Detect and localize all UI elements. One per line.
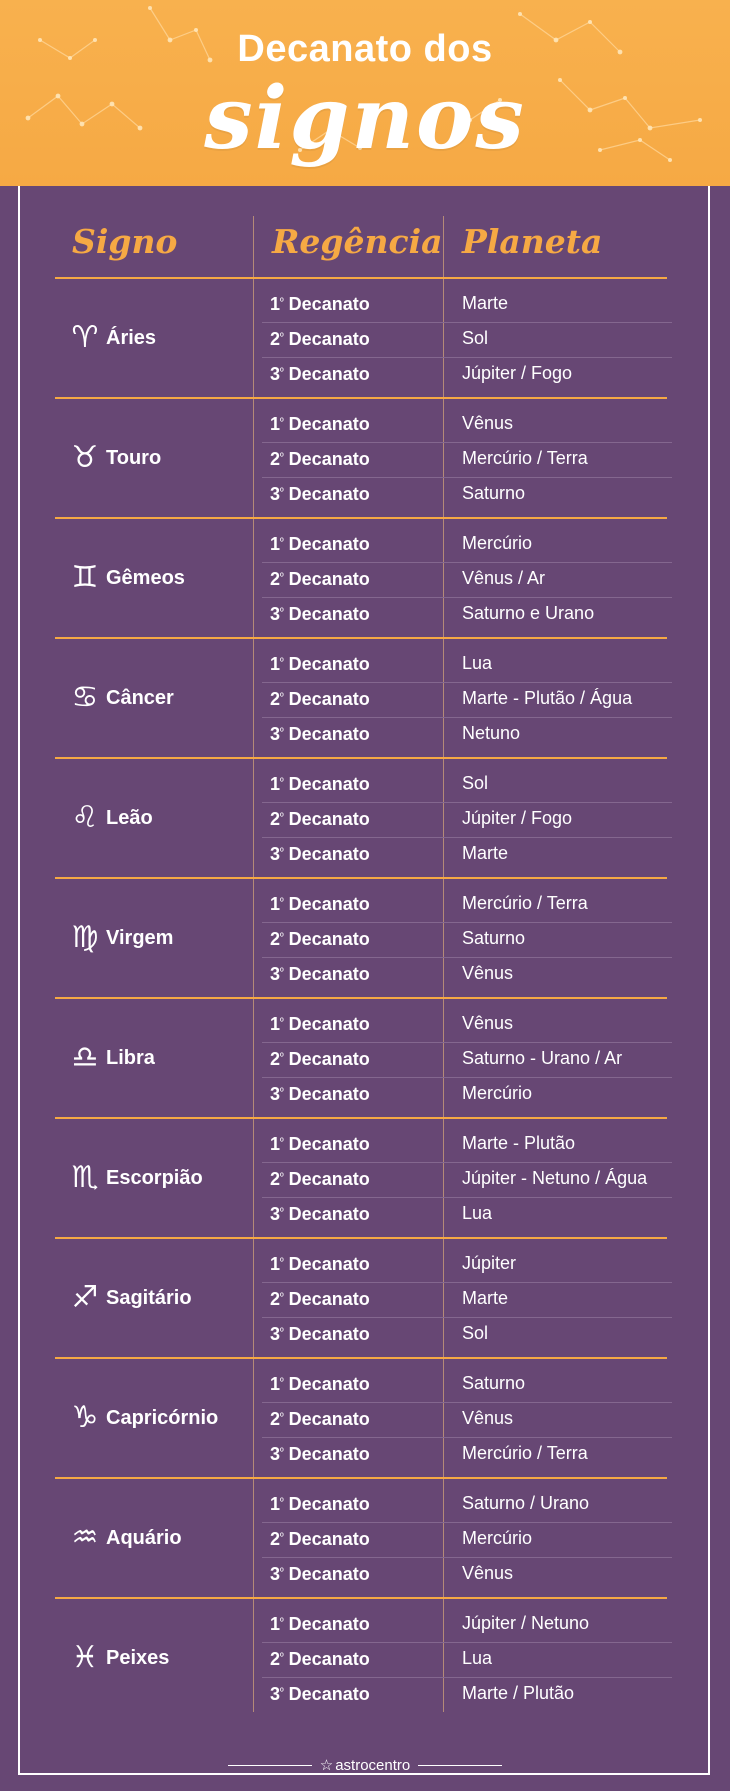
column-divider-2	[443, 216, 444, 1712]
planet-value: Netuno	[462, 723, 521, 743]
ordinal-mark: º	[280, 297, 284, 308]
sign-name: Capricórnio	[106, 1406, 219, 1429]
ordinal-mark: º	[280, 727, 284, 738]
planet-value: Mercúrio / Terra	[462, 448, 588, 468]
decanate-number: 2	[270, 929, 281, 949]
planet-value: Lua	[462, 1648, 493, 1668]
group-separator	[55, 1237, 667, 1239]
decanate-number: 1	[270, 654, 281, 674]
decanate-word: Decanato	[288, 1529, 370, 1549]
decanate-label	[270, 681, 370, 715]
decanate-label	[270, 561, 370, 595]
aries-icon: ♈	[71, 320, 99, 355]
planet-value: Vênus	[462, 963, 514, 983]
decanate-number: 3	[270, 1324, 281, 1344]
decanate-number: 3	[270, 1444, 281, 1464]
decanate-label	[270, 356, 370, 390]
decanate-label	[270, 886, 370, 920]
ordinal-mark: º	[280, 1532, 284, 1543]
planet-value: Saturno / Urano	[462, 1493, 590, 1513]
ordinal-mark: º	[280, 332, 284, 343]
leo-icon: ♌	[71, 800, 99, 835]
planet-value: Saturno	[462, 483, 526, 503]
decanate-word: Decanato	[288, 929, 370, 949]
group-separator	[55, 997, 667, 999]
planet-value: Mercúrio / Terra	[462, 893, 588, 913]
ordinal-mark: º	[280, 607, 284, 618]
ordinal-mark: º	[280, 847, 284, 858]
decanate-label	[270, 406, 370, 440]
ordinal-mark: º	[280, 1377, 284, 1388]
sign-name: Câncer	[106, 686, 174, 709]
planet-value: Saturno e Urano	[462, 603, 595, 623]
decanate-number: 3	[270, 1564, 281, 1584]
decanate-word: Decanato	[288, 1324, 370, 1344]
ordinal-mark: º	[280, 967, 284, 978]
ordinal-mark: º	[280, 777, 284, 788]
planet-value: Lua	[462, 1203, 493, 1223]
decanate-number: 3	[270, 844, 281, 864]
decanate-label	[270, 526, 370, 560]
decanate-number: 2	[270, 1529, 281, 1549]
ordinal-mark: º	[280, 487, 284, 498]
decanate-number: 1	[270, 774, 281, 794]
decanate-number: 1	[270, 894, 281, 914]
pisces-icon: ♓	[71, 1640, 99, 1675]
brand-name: astrocentro	[335, 1756, 411, 1774]
decanate-number: 2	[270, 569, 281, 589]
ordinal-mark: º	[280, 572, 284, 583]
libra-icon: ♎	[71, 1040, 99, 1075]
sign-cell	[68, 558, 248, 598]
ordinal-mark: º	[280, 1207, 284, 1218]
ordinal-mark: º	[280, 692, 284, 703]
sign-cell	[68, 318, 248, 358]
decanate-word: Decanato	[288, 1564, 370, 1584]
ordinal-mark: º	[280, 1652, 284, 1663]
scorpio-icon: ♏	[71, 1160, 99, 1195]
decanate-word: Decanato	[288, 1204, 370, 1224]
decanate-number: 1	[270, 1014, 281, 1034]
decanate-word: Decanato	[288, 964, 370, 984]
sign-name: Áries	[106, 326, 157, 349]
decanate-label	[270, 1316, 370, 1350]
decanate-word: Decanato	[288, 1084, 370, 1104]
decanate-word: Decanato	[288, 1254, 370, 1274]
decanate-word: Decanato	[288, 844, 370, 864]
decanate-label	[270, 1486, 370, 1520]
decanate-label	[270, 1401, 370, 1435]
ordinal-mark: º	[280, 1257, 284, 1268]
decanate-word: Decanato	[288, 364, 370, 384]
planet-value: Mercúrio	[462, 1083, 533, 1103]
ordinal-mark: º	[280, 1292, 284, 1303]
planet-value: Sol	[462, 773, 489, 793]
capricorn-icon: ♑	[71, 1400, 99, 1435]
group-separator	[55, 637, 667, 639]
planet-value: Saturno - Urano / Ar	[462, 1048, 623, 1068]
decanate-label	[270, 1641, 370, 1675]
decanate-word: Decanato	[288, 1134, 370, 1154]
planet-value: Vênus / Ar	[462, 568, 546, 588]
decanate-label	[270, 1606, 370, 1640]
decanate-label	[270, 1076, 370, 1110]
decanate-label	[270, 1246, 370, 1280]
ordinal-mark: º	[280, 1687, 284, 1698]
decanate-label	[270, 596, 370, 630]
sign-name: Libra	[106, 1046, 155, 1069]
decanate-label	[270, 1556, 370, 1590]
planet-value: Marte / Plutão	[462, 1683, 575, 1703]
decanate-word: Decanato	[288, 1289, 370, 1309]
decanate-number: 2	[270, 449, 281, 469]
decanate-word: Decanato	[288, 294, 370, 314]
planet-value: Lua	[462, 653, 493, 673]
ordinal-mark: º	[280, 897, 284, 908]
decanate-word: Decanato	[288, 569, 370, 589]
decanate-word: Decanato	[288, 604, 370, 624]
group-separator	[55, 877, 667, 879]
decanate-number: 3	[270, 604, 281, 624]
decanate-word: Decanato	[288, 1409, 370, 1429]
sign-cell	[68, 1278, 248, 1318]
decanate-number: 1	[270, 534, 281, 554]
decanate-number: 2	[270, 689, 281, 709]
planet-value: Sol	[462, 328, 489, 348]
decanate-number: 2	[270, 1649, 281, 1669]
decanate-label	[270, 766, 370, 800]
ordinal-mark: º	[280, 932, 284, 943]
planet-value: Júpiter / Fogo	[462, 808, 573, 828]
planet-value: Júpiter	[462, 1253, 517, 1273]
decanate-label	[270, 716, 370, 750]
virgo-icon: ♍	[71, 920, 99, 955]
footer-rule-left	[228, 1765, 312, 1766]
group-separator	[55, 1357, 667, 1359]
ordinal-mark: º	[280, 1447, 284, 1458]
ordinal-mark: º	[280, 1617, 284, 1628]
sign-cell	[68, 918, 248, 958]
decanate-word: Decanato	[288, 809, 370, 829]
ordinal-mark: º	[280, 452, 284, 463]
planet-value: Marte	[462, 293, 509, 313]
column-divider-1	[253, 216, 254, 1712]
column-header-sign: Signo	[72, 222, 178, 261]
decanate-label	[270, 836, 370, 870]
sign-name: Touro	[106, 446, 162, 469]
planet-value: Júpiter - Netuno / Água	[462, 1168, 648, 1188]
brand-logo	[320, 1756, 411, 1774]
group-separator	[55, 1117, 667, 1119]
sign-name: Virgem	[106, 926, 174, 949]
star-outline-icon: ☆	[319, 1757, 334, 1774]
decanate-word: Decanato	[288, 329, 370, 349]
decanate-label	[270, 1126, 370, 1160]
planet-value: Marte - Plutão / Água	[462, 688, 633, 708]
planet-value: Vênus	[462, 413, 514, 433]
sign-name: Aquário	[106, 1526, 182, 1549]
sign-cell	[68, 1518, 248, 1558]
decanate-label	[270, 801, 370, 835]
decanate-label	[270, 1041, 370, 1075]
decanate-number: 3	[270, 484, 281, 504]
planet-value: Vênus	[462, 1563, 514, 1583]
group-separator	[55, 1597, 667, 1599]
ordinal-mark: º	[280, 1172, 284, 1183]
decanate-word: Decanato	[288, 1684, 370, 1704]
decanate-number: 3	[270, 1684, 281, 1704]
group-separator	[55, 397, 667, 399]
decanate-label	[270, 1196, 370, 1230]
decanate-number: 3	[270, 1204, 281, 1224]
decanate-number: 1	[270, 1614, 281, 1634]
group-separator	[55, 757, 667, 759]
taurus-icon: ♉	[71, 440, 99, 475]
aquarius-icon: ♒	[71, 1520, 99, 1555]
ordinal-mark: º	[280, 1087, 284, 1098]
decanate-word: Decanato	[288, 534, 370, 554]
decanate-number: 2	[270, 1409, 281, 1429]
sign-cell	[68, 1638, 248, 1678]
decanate-number: 2	[270, 1289, 281, 1309]
decanate-word: Decanato	[288, 484, 370, 504]
ordinal-mark: º	[280, 1017, 284, 1028]
decanate-label	[270, 1436, 370, 1470]
planet-value: Vênus	[462, 1408, 514, 1428]
ordinal-mark: º	[280, 657, 284, 668]
decanate-label	[270, 1366, 370, 1400]
decanate-number: 3	[270, 1084, 281, 1104]
ordinal-mark: º	[280, 1497, 284, 1508]
ordinal-mark: º	[280, 1412, 284, 1423]
sign-name: Peixes	[106, 1646, 170, 1669]
decanate-label	[270, 1006, 370, 1040]
group-separator	[55, 277, 667, 279]
ordinal-mark: º	[280, 537, 284, 548]
sign-cell	[68, 1038, 248, 1078]
decanate-word: Decanato	[288, 1649, 370, 1669]
decanate-label	[270, 441, 370, 475]
decanate-label	[270, 956, 370, 990]
decanate-number: 2	[270, 809, 281, 829]
decanate-label	[270, 1161, 370, 1195]
decanate-word: Decanato	[288, 414, 370, 434]
decanate-label	[270, 1521, 370, 1555]
decanate-word: Decanato	[288, 1169, 370, 1189]
decanate-word: Decanato	[288, 1049, 370, 1069]
decanate-word: Decanato	[288, 1374, 370, 1394]
column-header-planet: Planeta	[462, 222, 603, 261]
decanate-number: 1	[270, 1494, 281, 1514]
planet-value: Júpiter / Netuno	[462, 1613, 590, 1633]
planet-value: Saturno	[462, 1373, 526, 1393]
decanate-label	[270, 1676, 370, 1710]
title-line-1: Decanato dos	[237, 28, 493, 70]
sign-name: Escorpião	[106, 1166, 203, 1189]
planet-value: Marte - Plutão	[462, 1133, 576, 1153]
decanate-label	[270, 646, 370, 680]
header-banner	[0, 0, 730, 186]
decanate-number: 1	[270, 414, 281, 434]
decanate-number: 1	[270, 1254, 281, 1274]
decanate-word: Decanato	[288, 724, 370, 744]
decanate-number: 3	[270, 724, 281, 744]
decanate-label	[270, 921, 370, 955]
sign-name: Sagitário	[106, 1286, 192, 1309]
decanate-word: Decanato	[288, 1494, 370, 1514]
decanate-word: Decanato	[288, 894, 370, 914]
decanate-number: 3	[270, 964, 281, 984]
decanate-word: Decanato	[288, 689, 370, 709]
decanate-number: 2	[270, 1049, 281, 1069]
ordinal-mark: º	[280, 367, 284, 378]
planet-value: Sol	[462, 1323, 489, 1343]
ordinal-mark: º	[280, 1567, 284, 1578]
ordinal-mark: º	[280, 1052, 284, 1063]
planet-value: Mercúrio	[462, 533, 533, 553]
planet-value: Vênus	[462, 1013, 514, 1033]
sign-cell	[68, 798, 248, 838]
planet-value: Saturno	[462, 928, 526, 948]
sign-cell	[68, 1398, 248, 1438]
column-header-regency: Regência	[272, 222, 443, 261]
group-separator	[55, 517, 667, 519]
decanate-number: 2	[270, 329, 281, 349]
decanate-word: Decanato	[288, 654, 370, 674]
decanate-word: Decanato	[288, 1614, 370, 1634]
sign-name: Leão	[106, 806, 153, 829]
decanate-word: Decanato	[288, 449, 370, 469]
ordinal-mark: º	[280, 812, 284, 823]
ordinal-mark: º	[280, 417, 284, 428]
ordinal-mark: º	[280, 1137, 284, 1148]
ordinal-mark: º	[280, 1327, 284, 1338]
decanate-word: Decanato	[288, 1444, 370, 1464]
decanate-number: 3	[270, 364, 281, 384]
footer-rule-right	[418, 1765, 502, 1766]
decanate-label	[270, 476, 370, 510]
decanate-label	[270, 286, 370, 320]
sign-cell	[68, 1158, 248, 1198]
decanate-word: Decanato	[288, 774, 370, 794]
decanate-label	[270, 321, 370, 355]
cancer-icon: ♋	[71, 680, 99, 715]
gemini-icon: ♊	[71, 560, 99, 595]
planet-value: Marte	[462, 1288, 509, 1308]
planet-value: Marte	[462, 843, 509, 863]
sagittarius-icon: ♐	[71, 1280, 99, 1315]
decanate-number: 2	[270, 1169, 281, 1189]
decanate-label	[270, 1281, 370, 1315]
title-line-2: signos	[204, 68, 526, 169]
footer	[0, 1750, 730, 1780]
planet-value: Mercúrio	[462, 1528, 533, 1548]
planet-value: Mercúrio / Terra	[462, 1443, 588, 1463]
sign-name: Gêmeos	[106, 566, 185, 589]
group-separator	[55, 1477, 667, 1479]
sign-cell	[68, 678, 248, 718]
decanate-number: 1	[270, 1374, 281, 1394]
decanate-number: 1	[270, 1134, 281, 1154]
decanate-word: Decanato	[288, 1014, 370, 1034]
sign-cell	[68, 438, 248, 478]
planet-value: Júpiter / Fogo	[462, 363, 573, 383]
decanate-number: 1	[270, 294, 281, 314]
